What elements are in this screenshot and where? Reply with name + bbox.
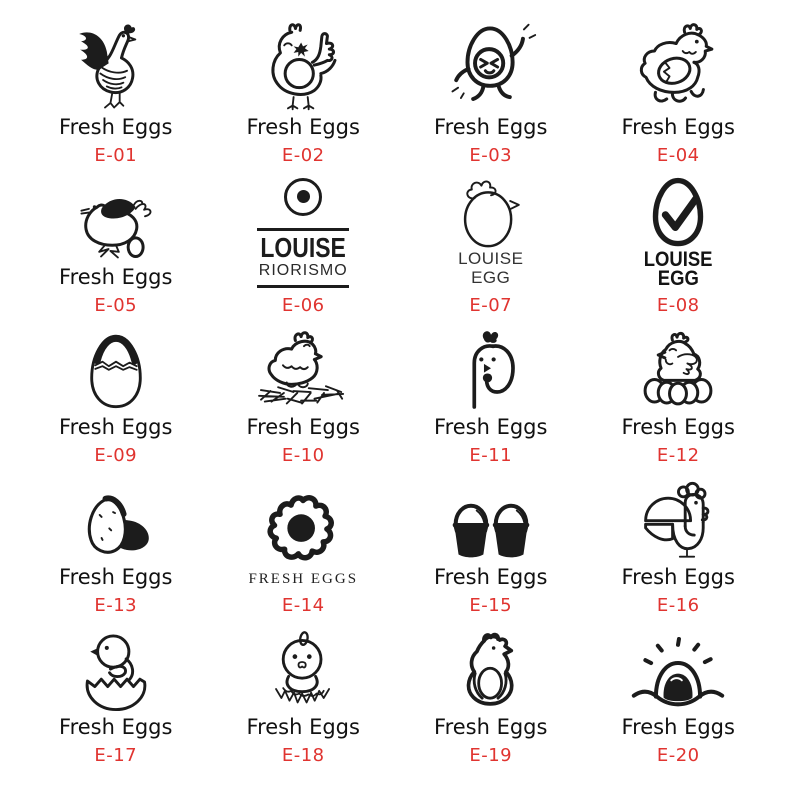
stamp-code: E-13 [94,595,138,616]
stamp-label: Fresh Eggs [434,414,548,439]
stamp-code: E-19 [469,745,513,766]
stamp-code: E-02 [281,145,325,166]
stamp-cell-e02 [210,16,398,166]
logo-name: LOUISE [643,248,713,272]
stamp-label: Fresh Eggs [621,114,735,139]
stamp-label: Fresh Eggs [59,114,173,139]
chicken-face-with-egg-icon [447,316,535,414]
stamp-code: E-17 [94,745,138,766]
thumbs-up-chick-icon [256,16,350,114]
stamp-cell-e19 [397,616,585,766]
egg-with-shadow-icon [68,466,164,564]
stamp-code: E-11 [469,445,513,466]
stamp-cell-e16 [585,466,773,616]
stamp-label: Fresh Eggs [59,414,173,439]
stamp-cell-e07 [397,166,585,316]
stamp-code: E-04 [656,145,700,166]
stamp-label: Fresh Eggs [246,714,360,739]
stamp-code: E-18 [281,745,325,766]
stamp-label: Fresh Eggs [621,714,735,739]
hen-on-straw-nest-icon [255,316,351,414]
stamp-cell-e15 [397,466,585,616]
stamp-label: Fresh Eggs [59,264,173,289]
checkmark-egg-icon [633,166,723,288]
fried-egg-icon [257,466,349,565]
logo-name: LOUISE [260,231,346,263]
engraved-hen-icon [70,16,162,114]
stamp-cell-e20 [585,616,773,766]
stamp-code: E-09 [94,445,138,466]
logo-subname: EGG [657,266,699,290]
stamp-label: Fresh Eggs [246,114,360,139]
stamp-cell-e06 [210,166,398,316]
stamp-cell-e14 [210,466,398,616]
stamp-cell-e17 [22,616,210,766]
stamp-label: Fresh Eggs [246,414,360,439]
stamp-code: E-16 [656,595,700,616]
stamp-code: E-03 [469,145,513,166]
stamp-code: E-14 [281,595,325,616]
stamp-label: Fresh Eggs [434,114,548,139]
stamp-code: E-10 [281,445,325,466]
stamp-label: Fresh Eggs [434,564,548,589]
stamp-code: E-01 [94,145,138,166]
geometric-rooster-icon [633,466,723,564]
stamp-code: E-07 [469,295,513,316]
stamp-code: E-20 [656,745,700,766]
stamp-cell-e09 [22,316,210,466]
cracked-egg-icon [71,316,161,414]
stamp-code: E-12 [656,445,700,466]
stamp-code: E-06 [281,295,325,316]
stamp-cell-e01 [22,16,210,166]
dancing-egg-icon [444,16,538,114]
stamp-label: Fresh Eggs [59,714,173,739]
logo-name: LOUISE [458,248,524,268]
logo-subname: EGG [471,268,511,288]
logo-subname: RIORISMO [258,262,348,279]
chick-on-nest-icon [258,616,348,714]
stamp-code: E-08 [656,295,700,316]
sunrise-egg-icon [630,616,726,714]
hen-sitting-on-eggs-icon [631,16,725,114]
stamp-cell-e18 [210,616,398,766]
stamp-cell-e05 [22,166,210,316]
divider [257,228,349,231]
stamp-code: E-15 [469,595,513,616]
two-egg-cups-icon [443,466,539,564]
egg-dot-icon [284,178,322,216]
egg-with-comb-outline-icon [443,166,539,288]
stamp-label: Fresh Eggs [621,564,735,589]
hatching-chick-icon [70,616,162,714]
stamp-cell-e08 [585,166,773,316]
stamp-label: Fresh Eggs [434,714,548,739]
stamp-cell-e12 [585,316,773,466]
stamp-label: Fresh Eggs [59,564,173,589]
stamp-cell-e11 [397,316,585,466]
divider [257,285,349,288]
stamp-code: E-05 [94,295,138,316]
stamp-cell-e03 [397,16,585,166]
stamp-label: FRESH EGGS [248,571,359,587]
stamp-label: Fresh Eggs [621,414,735,439]
stamp-cell-e04 [585,16,773,166]
hen-egg-emblem-icon [447,616,535,714]
hen-on-clutch-icon [631,316,725,414]
hen-and-egg-icon [69,166,163,264]
stamp-cell-e10 [210,316,398,466]
louise-riorismo-logo [251,166,355,288]
stamp-cell-e13 [22,466,210,616]
